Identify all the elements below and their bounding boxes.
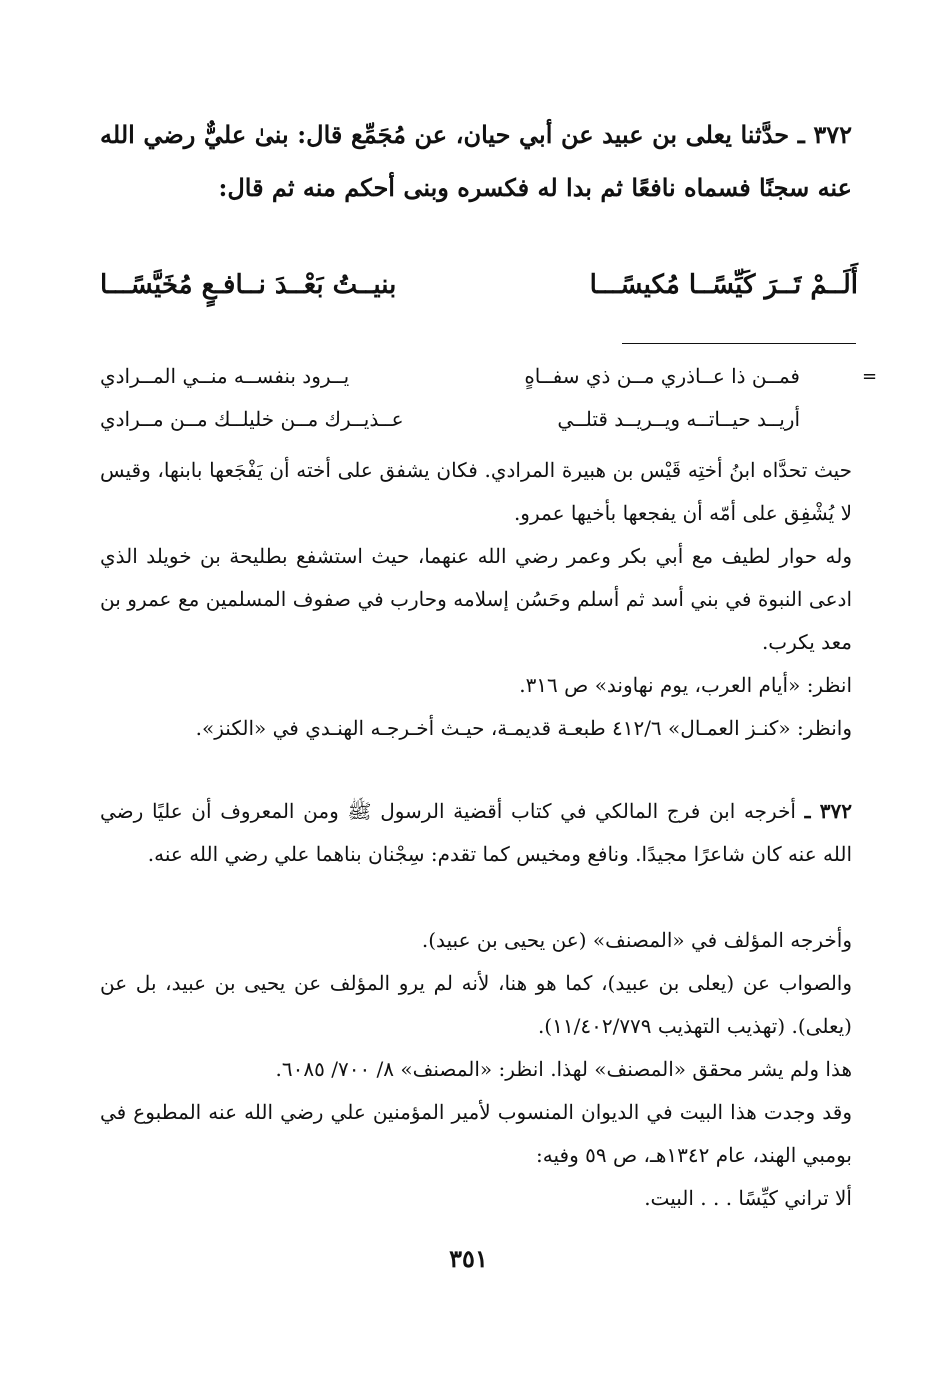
footnote-poem-line-1 — [100, 364, 800, 396]
footnote-poem-2-first: أريــد حيــاتــه ويــريــد قتلــي — [557, 407, 800, 431]
poem-verse — [100, 270, 858, 326]
footnote-line-5: وأخرجه المؤلف في «المصنف» (عن يحيى بن عبيد). — [421, 928, 852, 952]
footnote-paragraph-2: وله حوار لطيف مع أبي بكر وعمر رضي الله عنهما، حيث استشفع بطليحة بن خويلد الذي ادعى النبوة في بني أسد ثم أسلم وحَسُن إسلامه وحارب في صفوف المسلمين مع عمرو بن معد يكرب. — [100, 544, 852, 654]
footnote-poem-2-second: عــذيــرك مــن خليلــك مــن مــرادي — [100, 407, 404, 431]
footnote-372-text: أخرجه ابن فرج المالكي في كتاب أقضية الرسول ﷺ ومن المعروف أن عليًا رضي الله عنه كان شاعرًا مجيدًا. ونافع ومخيس كما تقدم: سِجْنان بناهما علي رضي الله عنه. — [100, 799, 852, 866]
footnote-paragraph-1: حيث تحدَّاه ابنُ أختِه قَيْس بن هبيرة المرادي. فكان يشفق على أخته أن يَفْجَعها بابنها، وقيس لا يُشْفِق على أمّه أن يفجعها بأخيها عمرو. — [100, 458, 852, 525]
footnote-number: ٣٧٢ ـ — [804, 799, 853, 823]
footnote-reference-1: انظر: «أيام العرب، يوم نهاوند» ص ٣١٦. — [519, 673, 852, 697]
footnote-poem-line-2 — [100, 407, 800, 439]
footnote-poem-1-first: فمــن ذا عــاذري مــن ذي سفــاهٍ — [524, 364, 800, 388]
footnote-line-6: والصواب عن (يعلى بن عبيد)، كما هو هنا، لأنه لم يرو المؤلف عن يحيى بن عبيد، بل عن (يعلى). (تهذيب التهذيب ١١/٤٠٢/٧٧٩). — [100, 971, 852, 1038]
verse-first-hemistich: أَلَــمْ تَــرَ كَيِّسًــا مُكيسًـــا — [589, 270, 858, 300]
footnote-372 — [100, 790, 852, 876]
footnote-separator — [622, 343, 856, 344]
footnote-reference-2: وانظر: «كنـز العمـال» ٤١٢/٦ طبعـة قديمـة، حيـث أخـرجـه الهنـدي في «الكنز». — [195, 716, 852, 740]
hadith-paragraph: ٣٧٢ ـ حدَّثنا يعلى بن عبيد عن أبي حيان، عن مُجَمِّع قال: بنىٰ عليٌّ رضي الله عنه سجنًا فسماه نافعًا ثم بدا له فكسره وبنى أحكم منه ثم قال: — [100, 120, 852, 202]
footnote-poem-1-second: يــرود بنفســه منــي المــرادي — [100, 364, 350, 388]
footnote-line-8: وقد وجدت هذا البيت في الديوان المنسوب لأمير المؤمنين علي رضي الله عنه المطبوع في بومبي الهند، عام ١٣٤٢هـ، ص ٥٩ وفيه: — [100, 1100, 852, 1167]
footnote-continuation-marker: = — [862, 366, 878, 387]
footnote-line-9: ألا تراني كيِّسًا . . . البيت. — [644, 1186, 852, 1210]
footnote-line-7: هذا ولم يشر محقق «المصنف» لهذا. انظر: «المصنف» ٨/ ٧٠٠/ ٦٠٨٥. — [275, 1057, 852, 1081]
verse-second-hemistich: بنيــتُ بَعْــدَ نــافـعٍ مُخَيَّسًـــا — [100, 270, 397, 300]
page-number: ٣٥١ — [449, 1244, 488, 1273]
